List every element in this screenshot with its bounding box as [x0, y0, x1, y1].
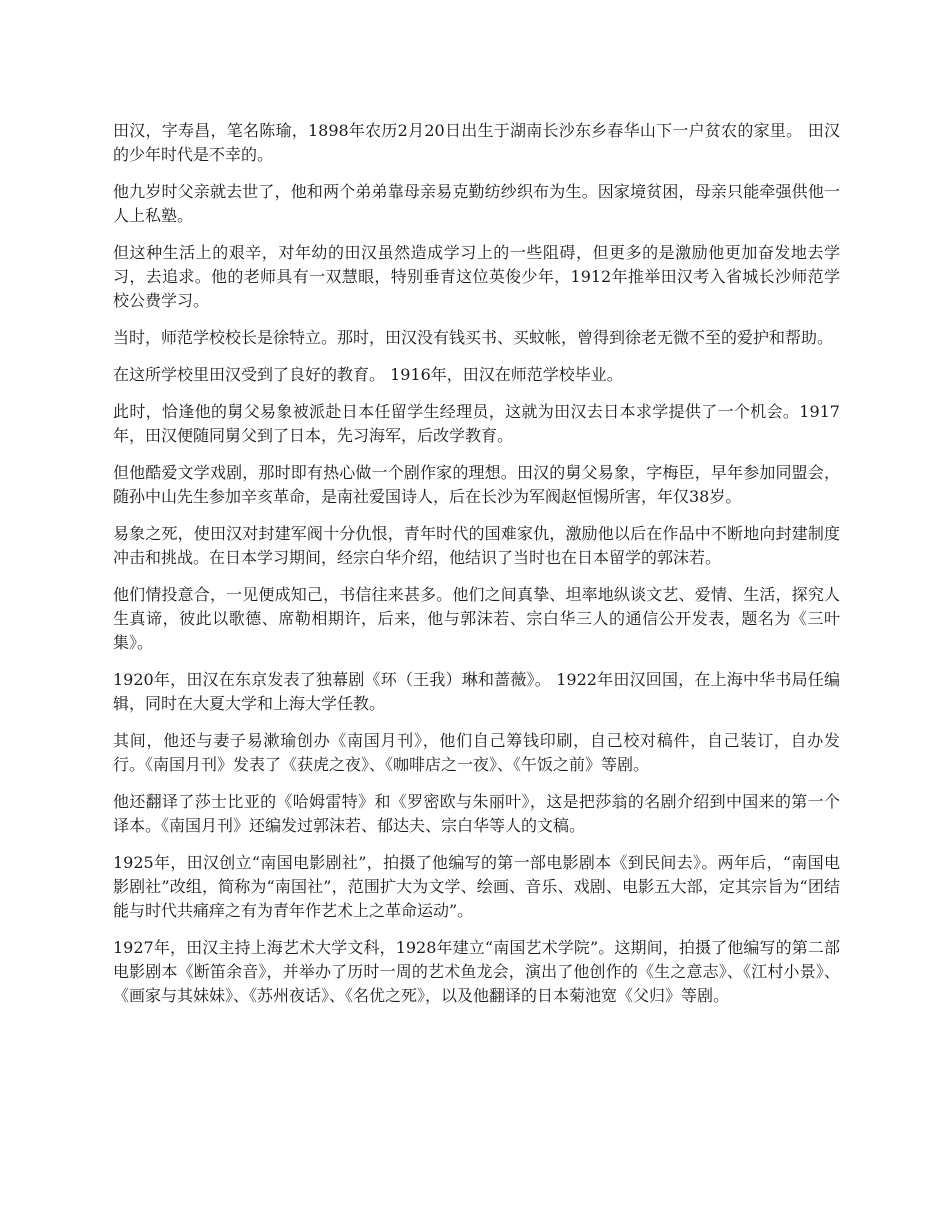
paragraph-5: 在这所学校里田汉受到了良好的教育。 1916年，田汉在师范学校毕业。: [113, 365, 623, 384]
paragraph-1: 田汉，字寿昌，笔名陈瑜，1898年农历2月20日出生于湖南长沙东乡春华山下一户贫农的家里。 田汉的少年时代是不幸的。: [113, 121, 840, 164]
paragraph-13: 1925年，田汉创立“南国电影剧社”，拍摄了他编写的第一部电影剧本《到民间去》。两年后，“南国电影剧社”改组，简称为“南国社”，范围扩大为文学、绘画、音乐、戏剧、电影五大部，定其宗旨为“团结能与时代共痛痒之有为青年作艺术上之革命运动”。: [113, 853, 840, 920]
paragraph-14: 1927年，田汉主持上海艺术大学文科，1928年建立“南国艺术学院”。这期间，拍摄了他编写的第二部电影剧本《断笛余音》，并举办了历时一周的艺术鱼龙会，演出了他创作的《生之意志》、《江村小景》、《画家与其妹妹》、《苏州夜话》、《名优之死》，以及他翻译的日本菊池宽《父归》等剧。: [113, 938, 840, 1005]
paragraph-3: 但这种生活上的艰辛，对年幼的田汉虽然造成学习上的一些阻碍，但更多的是激励他更加奋发地去学习，去追求。他的老师具有一双慧眼，特别垂青这位英俊少年，1912年推举田汉考入省城长沙师范学校公费学习。: [113, 243, 840, 310]
paragraph-4: 当时，师范学校校长是徐特立。那时，田汉没有钱买书、买蚊帐，曾得到徐老无微不至的爱护和帮助。: [113, 328, 834, 347]
paragraph-12: 他还翻译了莎士比亚的《哈姆雷特》和《罗密欧与朱丽叶》，这是把莎翁的名剧介绍到中国来的第一个译本。《南国月刊》还编发过郭沫若、郁达夫、宗白华等人的文稿。: [113, 792, 840, 835]
paragraph-2: 他九岁时父亲就去世了，他和两个弟弟靠母亲易克勤纺纱织布为生。因家境贫困，母亲只能牵强供他一人上私塾。: [113, 182, 840, 225]
paragraph-8: 易象之死，使田汉对封建军阀十分仇恨，青年时代的国难家仇，激励他以后在作品中不断地向封建制度冲击和挑战。在日本学习期间，经宗白华介绍，他结识了当时也在日本留学的郭沫若。: [113, 524, 840, 567]
paragraph-7: 但他酷爱文学戏剧，那时即有热心做一个剧作家的理想。田汉的舅父易象，字梅臣，早年参加同盟会，随孙中山先生参加辛亥革命，是南社爱国诗人，后在长沙为军阀赵恒惕所害，年仅38岁。: [113, 463, 840, 506]
paragraph-6: 此时，恰逢他的舅父易象被派赴日本任留学生经理员，这就为田汉去日本求学提供了一个机会。1917年，田汉便随同舅父到了日本，先习海军，后改学教育。: [113, 402, 840, 445]
paragraph-10: 1920年，田汉在东京发表了独幕剧《环（王我）琳和蔷薇》。 1922年田汉回国，在上海中华书局任编辑，同时在大夏大学和上海大学任教。: [113, 670, 840, 713]
paragraph-9: 他们情投意合，一见便成知己，书信往来甚多。他们之间真挚、坦率地纵谈文艺、爱情、生活，探究人生真谛，彼此以歌德、席勒相期许，后来，他与郭沫若、宗白华三人的通信公开发表，题名为《三叶集》。: [113, 585, 840, 652]
document-body: [113, 119, 840, 1021]
paragraph-11: 其间，他还与妻子易漱瑜创办《南国月刊》，他们自己筹钱印刷，自己校对稿件，自己装订，自办发行。《南国月刊》发表了《获虎之夜》、《咖啡店之一夜》、《午饭之前》等剧。: [113, 731, 840, 774]
